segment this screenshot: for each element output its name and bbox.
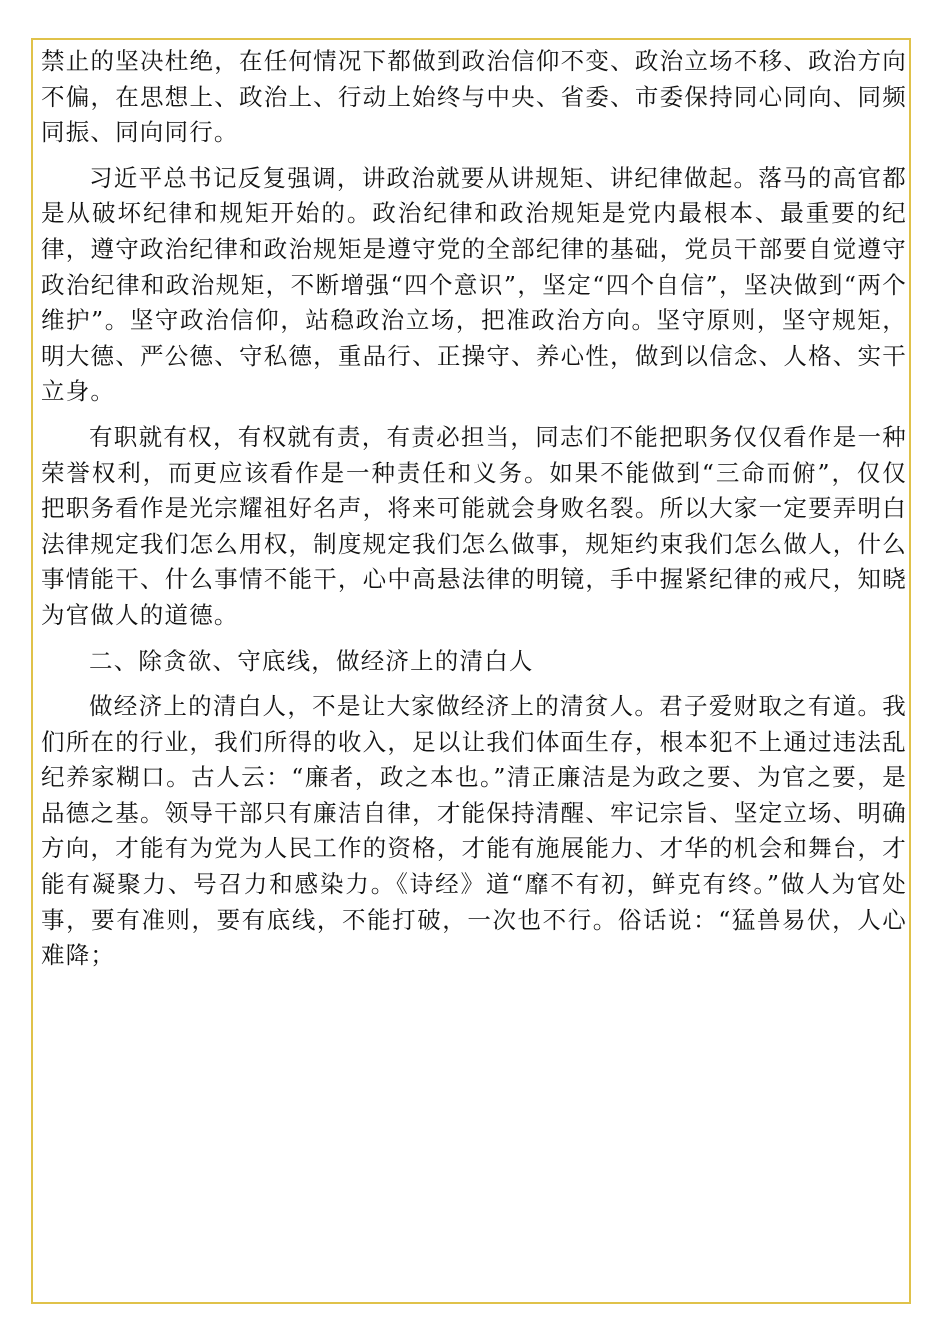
paragraph-continuation: 禁止的坚决杜绝，在任何情况下都做到政治信仰不变、政治立场不移、政治方向不偏，在思想上、政治上、行动上始终与中央、省委、市委保持同心同向、同频同振、同向同行。 — [41, 47, 907, 147]
paragraph-political-discipline: 习近平总书记反复强调，讲政治就要从讲规矩、讲纪律做起。落马的高官都是从破坏纪律和规矩开始的。政治纪律和政治规矩是党内最根本、最重要的纪律，遵守政治纪律和政治规矩是遵守党的全部纪律的基础，党员干部要自觉遵守政治纪律和政治规矩，不断增强“四个意识”，坚定“四个自信”，坚决做到“两个维护”。坚守政治信仰，站稳政治立场，把准政治方向。坚守原则，坚守规矩，明大德、严公德、守私德，重品行、正操守、养心性，做到以信念、人格、实干立身。 — [41, 163, 907, 406]
section-heading: 二、除贪欲、守底线，做经济上的清白人 — [89, 646, 534, 675]
paragraph-economic-integrity: 做经济上的清白人，不是让大家做经济上的清贫人。君子爱财取之有道。我们所在的行业，我们所得的收入，足以让我们体面生存，根本犯不上通过违法乱纪养家糊口。古人云：“廉者，政之本也。”清正廉洁是为政之要、为官之要，是品德之基。领导干部只有廉洁自律，才能保持清醒、牢记宗旨、坚定立场、明确方向，才能有为党为人民工作的资格，才能有施展能力、才华的机会和舞台，才能有凝聚力、号召力和感染力。《诗经》道“靡不有初，鲜克有终。”做人为官处事，要有准则，要有底线，不能打破，一次也不行。俗话说：“猛兽易伏，人心难降； — [41, 692, 907, 970]
document-body — [41, 44, 907, 984]
paragraph-duty-responsibility: 有职就有权，有权就有责，有责必担当，同志们不能把职务仅仅看作是一种荣誉权利，而更应该看作是一种责任和义务。如果不能做到“三命而俯”，仅仅把职务看作是光宗耀祖好名声，将来可能就会身败名裂。所以大家一定要弄明白法律规定我们怎么用权，制度规定我们怎么做事，规矩约束我们怎么做人，什么事情能干、什么事情不能干，心中高悬法律的明镜，手中握紧纪律的戒尺，知晓为官做人的道德。 — [41, 422, 907, 629]
